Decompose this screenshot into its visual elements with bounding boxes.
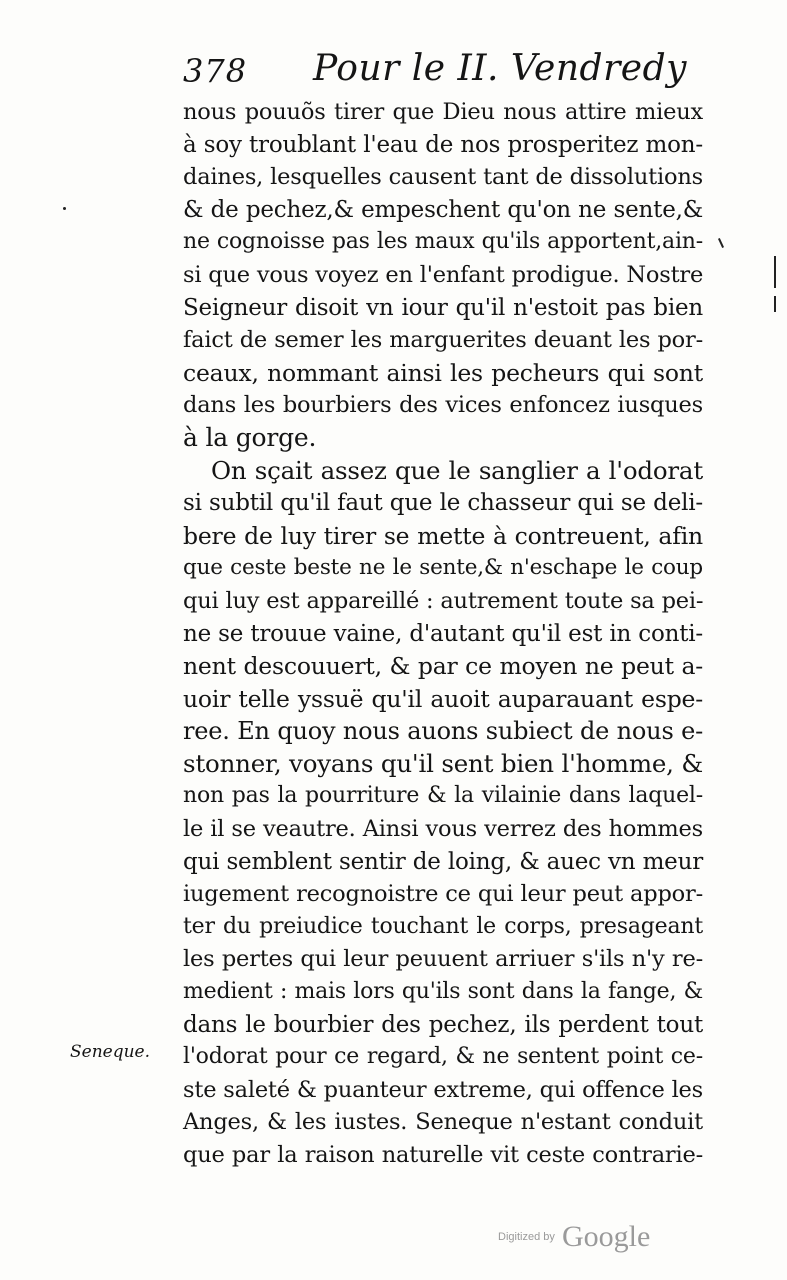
text-line: à la gorge. (183, 422, 317, 452)
page-number: 378 (183, 52, 248, 90)
text-line: ter du preiudice touchant le corps, presageant (183, 913, 703, 939)
text-line: que par la raison naturelle vit ceste contrarie- (183, 1142, 703, 1168)
ink-speck (63, 207, 66, 210)
text-line: stonner, voyans qu'il sent bien l'homme, & (183, 748, 703, 778)
ink-speck (718, 238, 724, 248)
text-line: à soy troublant l'eau de nos prosperitez mon- (183, 131, 703, 158)
running-title: Pour le II. Vendredy (313, 48, 687, 89)
text-line: ne cognoisse pas les maux qu'ils apportent,ain- (183, 229, 703, 255)
text-line: que ceste beste ne le sente,& n'eschape le coup (183, 555, 703, 581)
text-line: uoir telle yssuë qu'il auoit auparauant espe- (183, 684, 703, 713)
text-line: Anges, & les iustes. Seneque n'estant conduit (183, 1109, 703, 1136)
text-line: nous pouuõs tirer que Dieu nous attire mieux (183, 99, 703, 125)
text-line: nent descouuert, & par ce moyen ne peut a- (183, 652, 703, 681)
text-line: medient : mais lors qu'ils sont dans la fange, & (183, 979, 703, 1005)
text-line: ceaux, nommant ainsi les pecheurs qui sont (183, 358, 703, 387)
watermark-logo: Google (561, 1220, 651, 1253)
text-line: iugement recognoistre ce qui leur peut appor- (183, 881, 703, 908)
text-line: ree. En quoy nous auons subiect de nous e- (183, 717, 703, 746)
text-line: les pertes qui leur peuuent arriuer s'ils n'y re- (183, 946, 703, 973)
text-line: qui semblent sentir de loing, & auec vn meur (183, 848, 703, 875)
text-line: qui luy est appareillé : autrement toute sa pei- (183, 587, 704, 614)
text-line: si que vous voyez en l'enfant prodigue. Nostre (183, 261, 704, 288)
text-line: dans les bourbiers des vices enfoncez iusques (183, 392, 703, 419)
page-edge-mark (774, 296, 776, 312)
text-line: si subtil qu'il faut que le chasseur qui se deli- (183, 490, 703, 517)
page-header (183, 48, 703, 98)
text-line: dans le bourbier des pechez, ils perdent tout (183, 1011, 703, 1038)
text-line: non pas la pourriture & la vilainie dans laquel- (183, 783, 703, 809)
text-line: faict de semer les marguerites deuant les por- (183, 327, 703, 354)
text-line: bere de luy tirer se mette à contreuent, afin (183, 521, 703, 550)
text-line: ne se trouue vaine, d'autant qu'il est in conti- (183, 620, 703, 647)
watermark-prefix: Digitized by (498, 1231, 555, 1243)
margin-note: Seneque. (70, 1042, 151, 1062)
text-line: l'odorat pour ce regard, & ne sentent point ce- (183, 1044, 703, 1070)
text-line: & de pechez,& empeschent qu'on ne sente,& (183, 196, 703, 223)
text-line: le il se veautre. Ainsi vous verrez des hommes (183, 816, 703, 843)
body-text (183, 96, 703, 1172)
text-line: Seigneur disoit vn iour qu'il n'estoit pas bien (183, 294, 703, 321)
page-edge-mark (774, 256, 776, 288)
digitization-watermark (498, 1220, 650, 1254)
text-line: daines, lesquelles causent tant de dissolutions (183, 164, 703, 191)
text-line: ste saleté & puanteur extreme, qui offence les (183, 1076, 704, 1103)
paragraph-start-line: On sçait assez que le sanglier a l'odorat (211, 455, 703, 485)
